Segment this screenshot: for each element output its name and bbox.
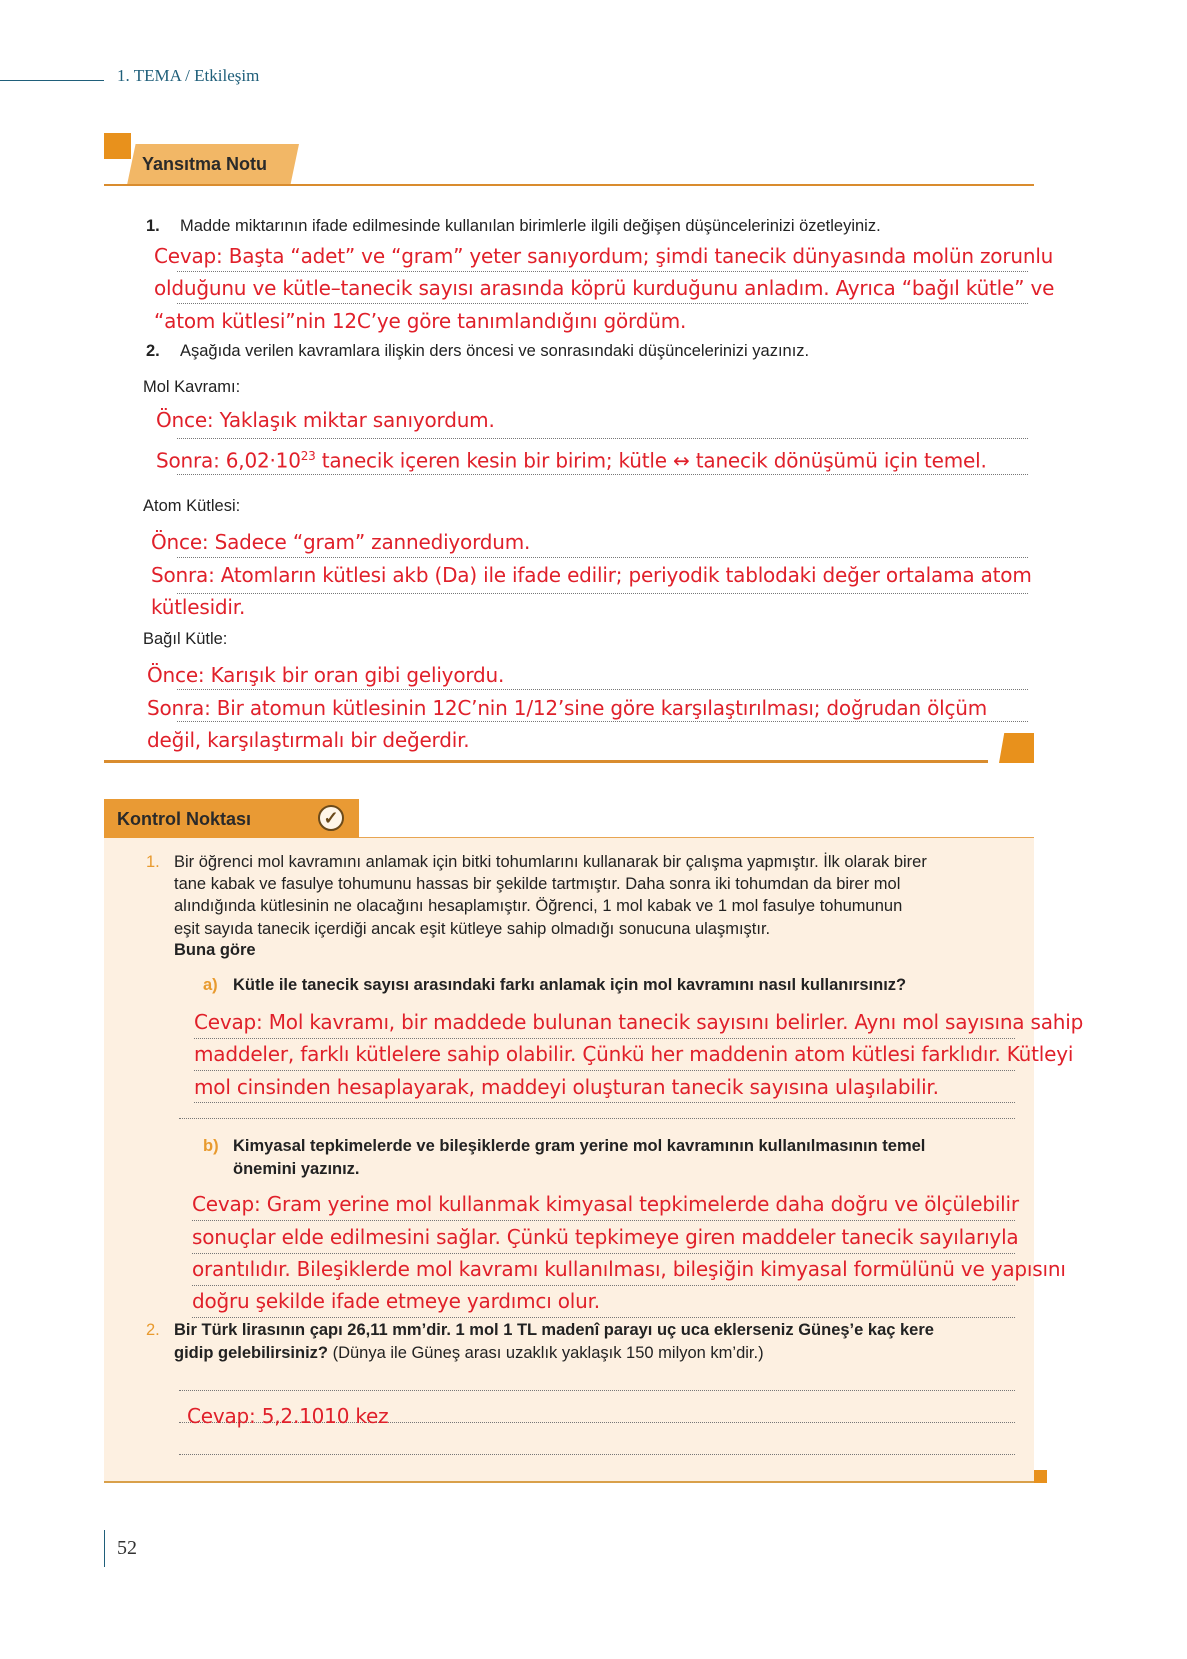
question-number: 2.	[146, 1321, 160, 1339]
answer-line	[177, 438, 1028, 439]
answer-line	[192, 1220, 1015, 1221]
answer-line	[194, 1102, 1015, 1103]
atom-after[interactable]: Sonra: Atomların kütlesi akb (Da) ile ifade edilir; periyodik tablodaki değer ortalama atom	[151, 563, 1032, 587]
reflection-bottom-rule	[104, 760, 988, 763]
answer-line	[177, 593, 1028, 594]
atom-label: Atom Kütlesi:	[143, 497, 241, 515]
subquestion-label: a)	[203, 976, 218, 994]
answer-text[interactable]: sonuçlar elde edilmesini sağlar. Çünkü tepkimeye giren maddeler tanecik sayılarıyla	[192, 1225, 1019, 1249]
answer-line	[177, 721, 1028, 722]
answer-text[interactable]: maddeler, farklı kütlelere sahip olabilir. Çünkü her maddenin atom kütlesi farklıdır. Kütleyi	[194, 1042, 1074, 1066]
mol-after[interactable]	[156, 441, 987, 476]
question-text: Bir öğrenci mol kavramını anlamak için bitki tohumlarını kullanarak bir çalışma yapmıştır. İlk olarak birer	[174, 853, 927, 871]
check-badge-icon: ✓	[318, 805, 344, 831]
answer-text[interactable]: Cevap: Gram yerine mol kullanmak kimyasal tepkimelerde daha doğru ve ölçülebilir	[192, 1192, 1019, 1216]
mol-after-text: tanecik içeren kesin bir birim; kütle ↔ tanecik dönüşümü için temel.	[315, 448, 987, 473]
header-rule	[0, 80, 104, 81]
answer-line	[177, 271, 1028, 272]
question-number: 2.	[146, 342, 160, 360]
atom-after[interactable]: kütlesidir.	[151, 595, 246, 619]
section-end-marker	[999, 733, 1034, 763]
answer-line	[192, 1317, 1015, 1318]
question-text: Bir Türk lirasının çapı 26,11 mm’dir. 1 mol 1 TL madenî parayı uç uca eklerseniz Güneş’e kaç kere	[174, 1321, 934, 1339]
answer-text[interactable]: olduğunu ve kütle–tanecik sayısı arasında köprü kurduğunu anladım. Ayrıca “bağıl kütle” ve	[154, 276, 1055, 300]
breadcrumb: 1. TEMA / Etkileşim	[117, 66, 260, 85]
answer-text[interactable]: orantılıdır. Bileşiklerde mol kavramı kullanılması, bileşiğin kimyasal formülünü ve yapısını	[192, 1257, 1066, 1281]
question-number: 1.	[146, 217, 160, 235]
question-text: Aşağıda verilen kavramlara ilişkin ders öncesi ve sonrasındaki düşüncelerinizi yazınız.	[180, 342, 810, 360]
question-number: 1.	[146, 853, 160, 871]
exponent: 23	[300, 449, 316, 463]
answer-line	[177, 474, 1028, 475]
subquestion-text: Kütle ile tanecik sayısı arasındaki farkı anlamak için mol kavramını nasıl kullanırsınız?	[233, 976, 907, 994]
question-note: (Dünya ile Güneş arası uzaklık yaklaşık 150 milyon km’dir.)	[328, 1344, 764, 1362]
question-text-bold: gidip gelebilirsiniz?	[174, 1344, 329, 1362]
checkpoint-title: Kontrol Noktası	[117, 809, 252, 829]
relative-after[interactable]: değil, karşılaştırmalı bir değerdir.	[147, 728, 470, 752]
question-text	[174, 1342, 764, 1364]
page-number: 52	[117, 1537, 137, 1559]
question-text: eşit sayıda tanecik içerdiği ancak eşit kütleye sahip olmadığı sonucuna ulaşmıştır.	[174, 920, 771, 938]
answer-text[interactable]: “atom kütlesi”nin 12C’ye göre tanımlandığını gördüm.	[154, 309, 687, 333]
mol-label: Mol Kavramı:	[143, 378, 241, 396]
answer-text[interactable]: doğru şekilde ifade etmeye yardımcı olur.	[192, 1289, 600, 1313]
mol-after-text: Sonra: 6,02·10	[156, 448, 301, 473]
question-text: alındığında kütlesinin ne olacağını hesaplamıştır. Öğrenci, 1 mol kabak ve 1 mol fasulye tohumunun	[174, 897, 903, 915]
atom-before[interactable]: Önce: Sadece “gram” zannediyordum.	[151, 530, 531, 554]
answer-line	[179, 1390, 1015, 1391]
subquestion-label: b)	[203, 1137, 219, 1155]
answer-line	[194, 1070, 1015, 1071]
relative-after[interactable]: Sonra: Bir atomun kütlesinin 12C’nin 1/12’sine göre karşılaştırılması; doğrudan ölçüm	[147, 696, 988, 720]
answer-line	[177, 303, 1028, 304]
answer-text[interactable]: Cevap: Başta “adet” ve “gram” yeter sanıyordum; şimdi tanecik dünyasında molün zorunlu	[154, 244, 1054, 268]
checkpoint-bottom-rule	[104, 1481, 1034, 1483]
answer-text[interactable]: Cevap: Mol kavramı, bir maddede bulunan tanecik sayısını belirler. Aynı mol sayısına sahip	[194, 1010, 1084, 1034]
answer-text[interactable]: Cevap: 5,2.1010 kez	[187, 1404, 389, 1428]
answer-line	[179, 1454, 1015, 1455]
reflection-rule	[104, 184, 1034, 186]
subquestion-text: Kimyasal tepkimelerde ve bileşiklerde gram yerine mol kavramının kullanılmasının temel	[233, 1137, 926, 1155]
mol-before[interactable]: Önce: Yaklaşık miktar sanıyordum.	[156, 408, 495, 432]
checkpoint-rule	[359, 837, 1034, 838]
relative-before[interactable]: Önce: Karışık bir oran gibi geliyordu.	[147, 663, 505, 687]
reflection-title: Yansıtma Notu	[142, 154, 268, 174]
footer-rule	[104, 1530, 105, 1567]
section-end-marker	[1034, 1470, 1047, 1483]
question-text: Madde miktarının ifade edilmesinde kullanılan birimlerle ilgili değişen düşüncelerinizi özetleyiniz.	[180, 217, 881, 235]
relative-label: Bağıl Kütle:	[143, 630, 228, 648]
question-text: tane kabak ve fasulye tohumunu hassas bir şekilde tartmıştır. Daha sonra iki tohumdan da birer mol	[174, 875, 901, 893]
section-marker	[104, 133, 131, 159]
answer-text[interactable]: mol cinsinden hesaplayarak, maddeyi oluşturan tanecik sayısına ulaşılabilir.	[194, 1075, 939, 1099]
answer-line	[179, 1118, 1015, 1119]
subquestion-text: önemini yazınız.	[233, 1160, 360, 1178]
answer-line	[177, 689, 1028, 690]
question-lead: Buna göre	[174, 941, 256, 959]
answer-line	[177, 557, 1028, 558]
